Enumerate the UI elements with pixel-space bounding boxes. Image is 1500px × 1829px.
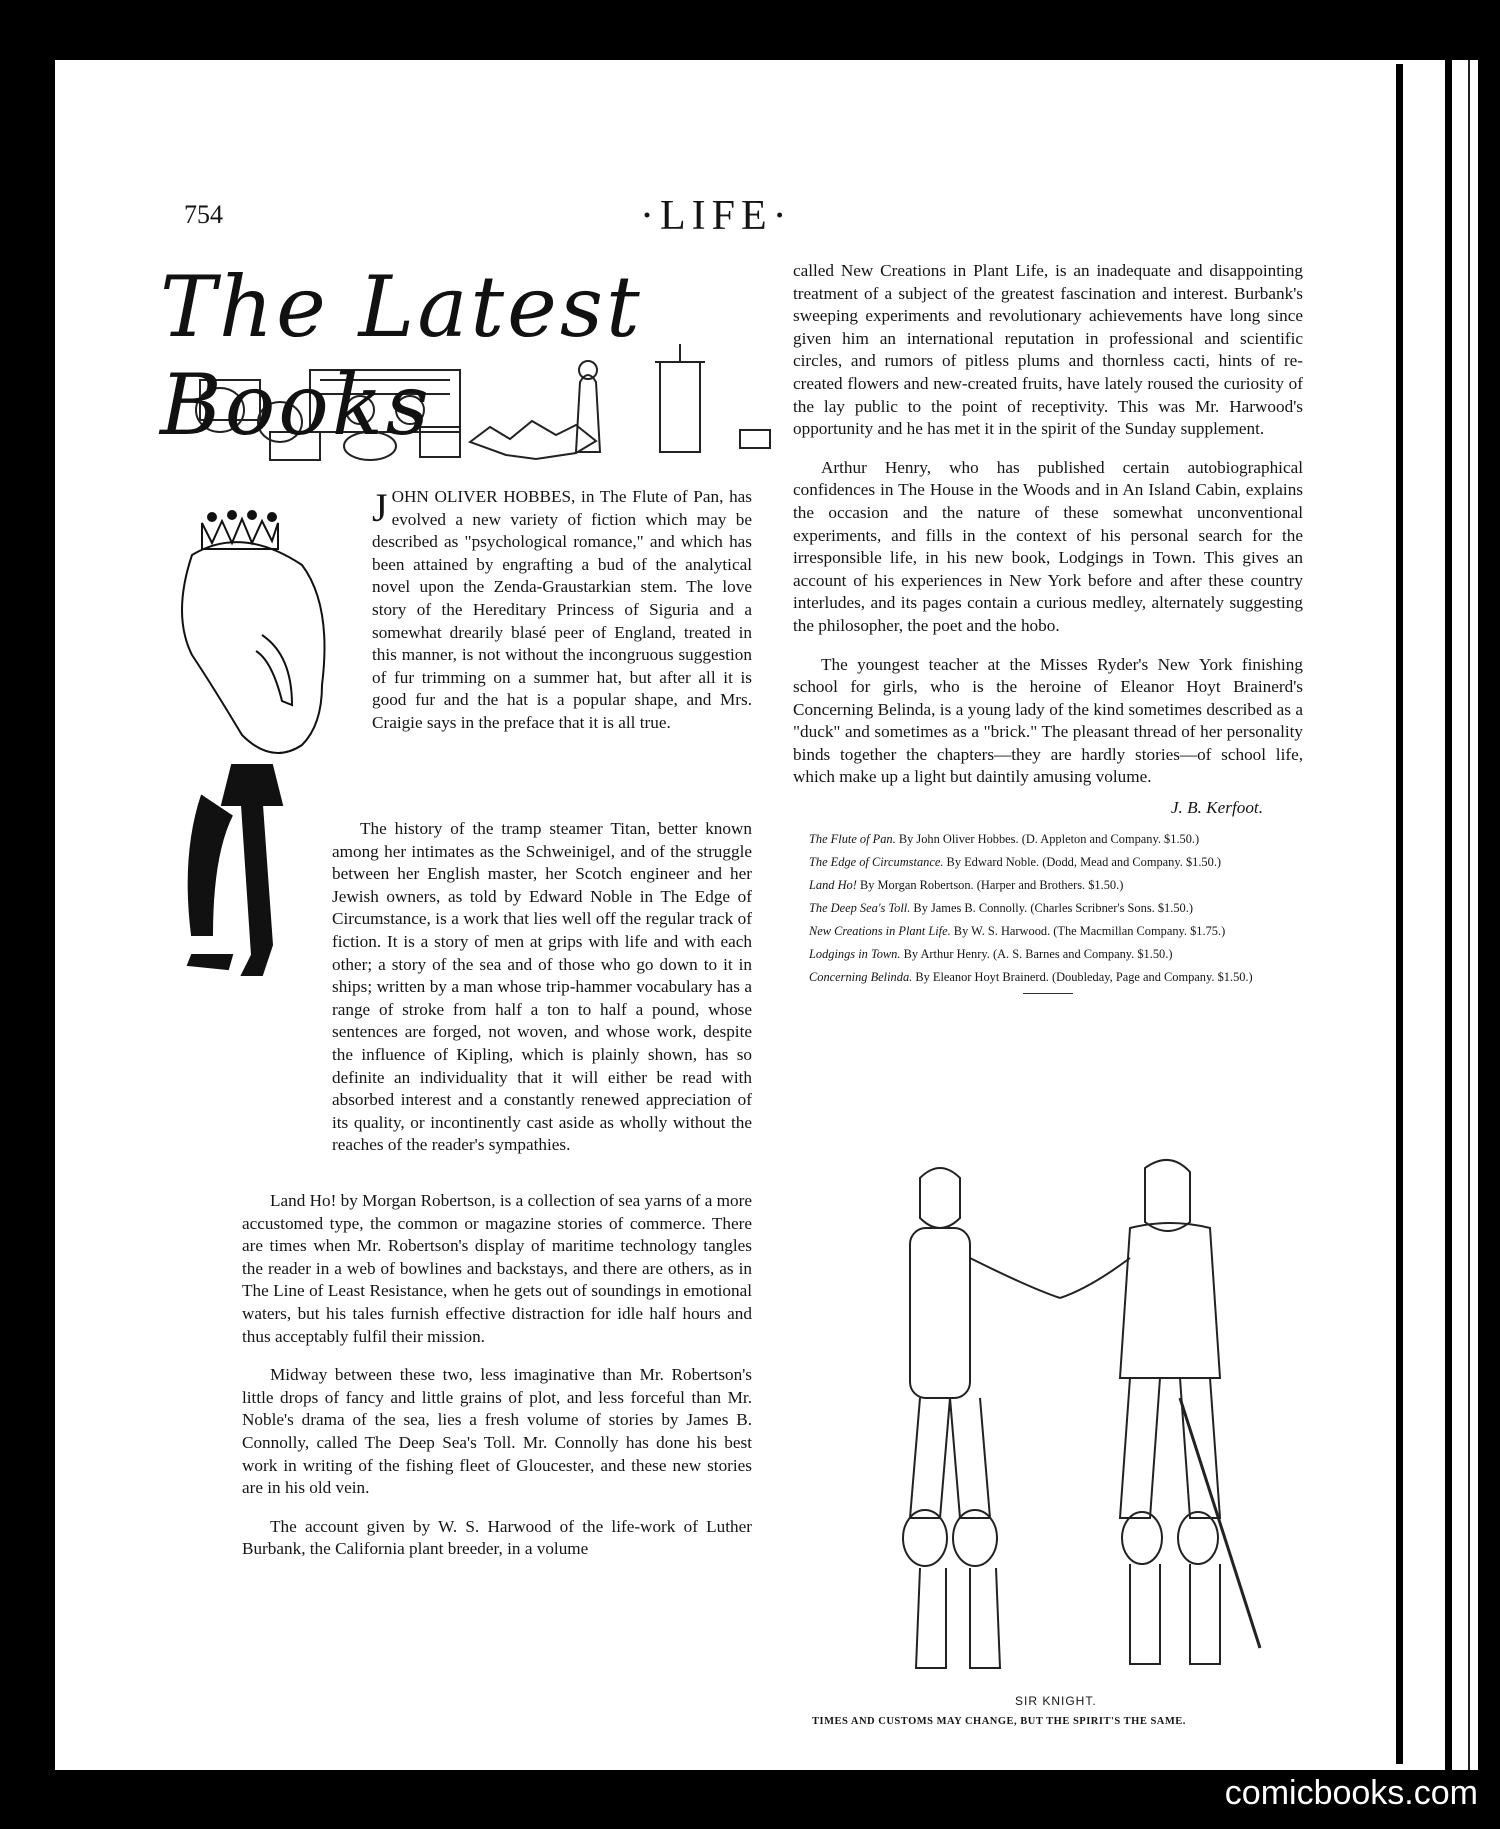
author-signature: J. B. Kerfoot. [1170,798,1263,818]
reference-details: By John Oliver Hobbes. (D. Appleton and Company. $1.50.) [895,831,1200,846]
reference-title: The Edge of Circumstance. [809,854,944,869]
left-column-bottom [242,1190,752,1577]
reference-entry [793,924,1303,939]
reference-details: By Edward Noble. (Dodd, Mead and Company. $1.50.) [943,854,1222,869]
reference-title: The Flute of Pan. [809,831,896,846]
adjacent-page [1452,60,1478,1770]
paragraph-deep-sea: Midway between these two, less imaginative than Mr. Robertson's little drops of fancy and little grains of plot, and less forceful than Mr. Noble's drama of the sea, lies a fresh volume of stories by James B. Connolly, called The Deep Sea's Toll. Mr. Connolly has done his best work in writing of the fishing fleet of Gloucester, and these new stories are in his old vein. [242,1365,752,1498]
paragraph-land-ho: Land Ho! by Morgan Robertson, is a collection of sea yarns of a more accustomed type, the common or magazine stories of commerce. There are times when Mr. Robertson's display of maritime technology tangles the reader in a web of bowlines and backstays, and there are others, as in The Line of Least Resistance, when he gets out of soundings in emotional waters, but his tales furnish effective distraction for idle half hours and thus acceptably fulfil their mission. [242,1191,752,1346]
reference-entry [793,947,1303,962]
section-rule [1023,993,1073,994]
paragraph-belinda: The youngest teacher at the Misses Ryder's New York finishing school for girls, who is the heroine of Eleanor Hoyt Brainerd's Concerning Belinda, is a young lady of the kind sometimes described as a "duck" and sometimes as a "brick." The pleasant thread of her personality binds together the chapters—they are hardly stories—of school life, which make up a light but daintily amusing volume. [793,654,1303,787]
left-column-middle [332,818,752,1173]
reference-title: Lodgings in Town. [809,946,901,961]
reference-entry [793,970,1303,985]
reference-entry [793,878,1303,893]
watermark: comicbooks.com [1224,1774,1478,1812]
paragraph-harwood: The account given by W. S. Harwood of the life-work of Luther Burbank, the California plant breeder, in a volume [242,1516,752,1559]
right-column [793,260,1303,996]
reference-details: By Morgan Robertson. (Harper and Brothers. $1.50.) [856,877,1124,892]
heading-illustration [160,258,800,462]
page-edge-shadow [1396,64,1403,1764]
illustration-caption-title: SIR KNIGHT. [1015,1694,1097,1708]
paragraph-hobbes: JOHN OLIVER HOBBES, in The Flute of Pan, has evolved a new variety of fiction which may be described as "psychological romance," and which has been attained by engrafting a bud of the analytical novel upon the Zenda-Graustarkian stem. The love story of the Hereditary Princess of Siguria and a somewhat drearily blasé peer of England, treated in this manner, is not without the incongruous suggestion of fur trimming on a summer hat, but after all it is good fur and the hat is a popular shape, and Mrs. Craigie says in the preface that it is all true. [372,485,752,732]
paragraph-titan: The history of the tramp steamer Titan, better known among her intimates as the Schweinigel, and of the struggle between her English master, her Scotch engineer and her Jewish owners, as told by Edward Noble in The Edge of Circumstance, is a work that lies well off the regular track of fiction. It is a story of men at grips with life and with each other; a story of the sea and of those who go down to it in ships; written by a man whose trip-hammer vocabulary has a range of stroke from half a ton to half a pound, whose sentences are forged, not woven, and whose work, despite the influence of Kipling, which is plainly shown, has so definite an individuality that it will either be read with absorbed interest and a constantly renewed appreciation of its quality, or incontinently cast aside as wholly without the reaches of the reader's sympathies. [332,819,752,1155]
reference-title: Land Ho! [809,877,857,892]
paragraph-burbank: called New Creations in Plant Life, is an inadequate and disappointing treatment of a subject of the greatest fascination and interest. Burbank's sweeping experiments and revolutionary achievements have long since given him an international reputation in professional and scientific circles, and rumors of pitless plums and thornless cacti, hints of re-created flowers and new-created fruits, have lately roused the curiosity of the lay public to the point of receptivity. This was Mr. Harwood's opportunity and he has met it in the spirit of the Sunday supplement. [793,261,1303,439]
section-heading: The Latest Books [160,258,643,454]
reference-entry [793,901,1303,916]
reference-title: The Deep Sea's Toll. [809,900,911,915]
reference-title: New Creations in Plant Life. [809,923,951,938]
paragraph-arthur-henry: Arthur Henry, who has published certain autobiographical confidences in The House in the Woods and in An Island Cabin, explains the occasion and the nature of these somewhat unconventional experiments, and fills in the context of his personal search for the irresponsible life, in his new book, Lodgings in Town. This gives an account of his experiences in New York before and after these country interludes, and its pages contain a curious medley, alternately suggesting the philosopher, the poet and the hobo. [793,457,1303,635]
reference-details: By Arthur Henry. (A. S. Barnes and Company. $1.50.) [900,946,1173,961]
page-number: 754 [184,200,223,229]
reference-title: Concerning Belinda. [809,969,913,984]
illustration-caption-text: TIMES AND CUSTOMS MAY CHANGE, BUT THE SPIRIT'S THE SAME. [812,1716,1186,1727]
book-references [793,832,1303,985]
magazine-title: ·LIFE· [640,193,793,239]
reference-details: By W. S. Harwood. (The Macmillan Company. $1.75.) [950,923,1226,938]
left-column-top [372,486,752,751]
reference-entry [793,855,1303,870]
knights-illustration [880,1148,1280,1688]
reference-details: By James B. Connolly. (Charles Scribner's Sons. $1.50.) [910,900,1193,915]
reference-entry [793,832,1303,847]
drop-cap: J [372,485,388,530]
reference-details: By Eleanor Hoyt Brainerd. (Doubleday, Page and Company. $1.50.) [912,969,1253,984]
adjacent-page-border [1468,60,1470,1770]
